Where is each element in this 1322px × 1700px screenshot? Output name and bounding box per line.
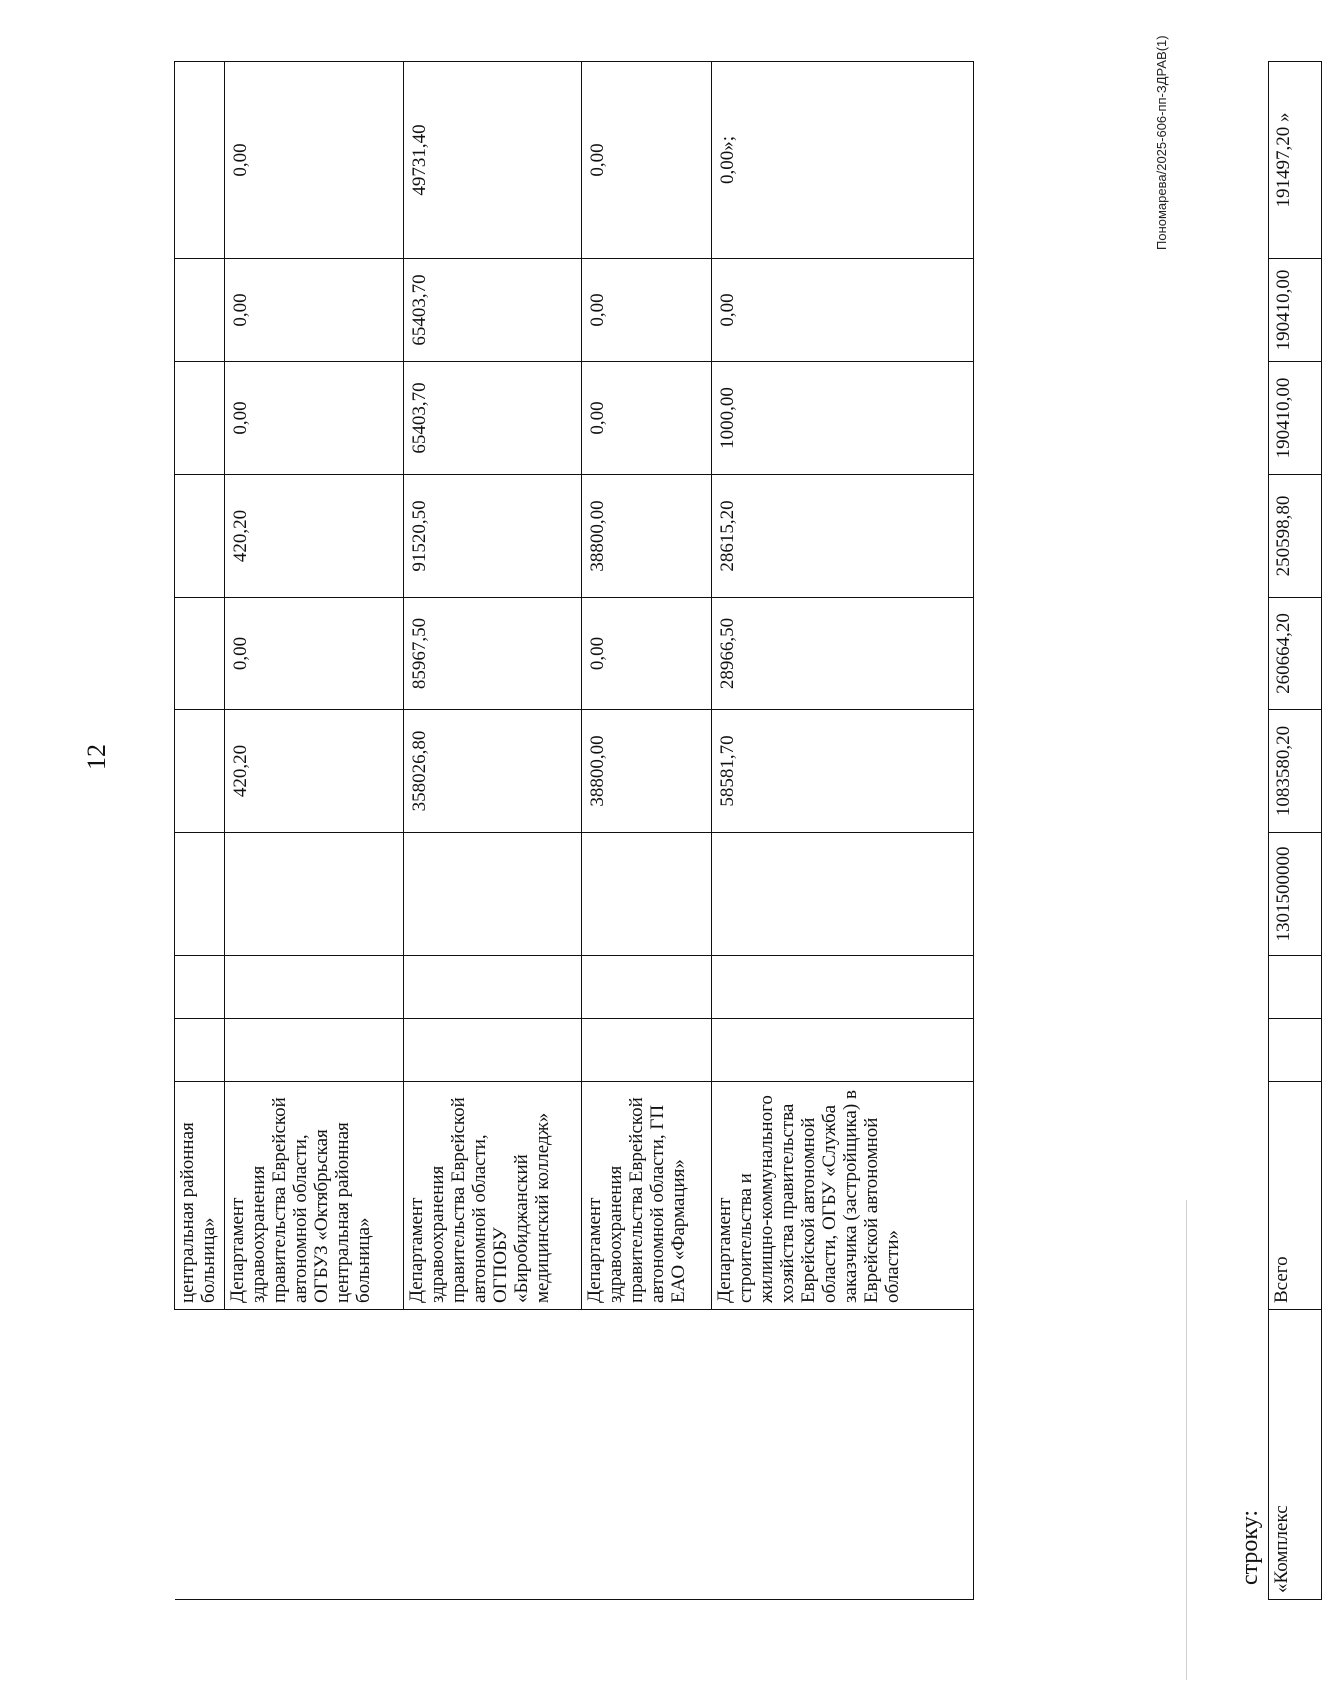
table-cell (175, 956, 225, 1019)
table-cell (582, 1019, 712, 1082)
table-cell: 65403,70 (404, 259, 582, 362)
table-cell: 0,00 (225, 259, 404, 362)
table-cell: 0,00 (225, 62, 404, 259)
table-cell (175, 1019, 225, 1082)
table-cell-name: Департамент здравоохранения правительства Еврейской автономной области, ГП ЕАО «Фармация» (582, 1082, 712, 1310)
table-cell (582, 833, 712, 956)
table-cell (225, 1019, 404, 1082)
table-cell: 0,00 (225, 362, 404, 475)
table-cell: 0,00 (582, 62, 712, 259)
total-cell: 190410,00 (1269, 259, 1322, 362)
total-cell (1269, 1019, 1322, 1082)
table-cell: 38800,00 (582, 475, 712, 598)
table-cell (175, 710, 225, 833)
table-cell (225, 833, 404, 956)
table-cell (404, 1019, 582, 1082)
table-cell: 85967,50 (404, 598, 582, 710)
table-cell (582, 956, 712, 1019)
table-cell: 0,00 (225, 598, 404, 710)
table-cell: 91520,50 (404, 475, 582, 598)
table-cell: 49731,40 (404, 62, 582, 259)
table-cell: 0,00 (582, 598, 712, 710)
table-cell-name: Департамент здравоохранения правительства Еврейской автономной области, ОГБУЗ «Октябрьская центральная районная больница» (225, 1082, 404, 1310)
table-cell (712, 1019, 974, 1082)
table-cell: 420,20 (225, 710, 404, 833)
total-row (1269, 62, 1322, 1600)
total-cell: 190410,00 (1269, 362, 1322, 475)
total-table (1268, 61, 1322, 1600)
table-cell: 0,00»; (712, 62, 974, 259)
budget-table (174, 61, 974, 1600)
total-cell: 260664,20 (1269, 598, 1322, 710)
total-cell: 1301500000 (1269, 833, 1322, 956)
page-number: 12 (82, 744, 111, 770)
table-cell (175, 598, 225, 710)
table-cell: 0,00 (712, 259, 974, 362)
table-cell: 58581,70 (712, 710, 974, 833)
table-cell (404, 956, 582, 1019)
total-cell-name: Всего (1269, 1082, 1322, 1310)
total-cell: 250598,80 (1269, 475, 1322, 598)
table-row (175, 62, 225, 1600)
table-cell (404, 833, 582, 956)
document-code: Пономарева/2025-606-пп-ЗДРАВ(1) (1154, 35, 1169, 250)
table-cell: 420,20 (225, 475, 404, 598)
table-cell-name: Департамент строительства и жилищно-коммунального хозяйства правительства Еврейской автономной области, ОГБУ «Служба заказчика (застройщика) в Еврейской автономной области» (712, 1082, 974, 1310)
table-cell (225, 956, 404, 1019)
total-cell: 1083580,20 (1269, 710, 1322, 833)
table-cell (175, 475, 225, 598)
table-cell (712, 956, 974, 1019)
table-cell (175, 62, 225, 259)
table-cell: 28966,50 (712, 598, 974, 710)
table-cell: 28615,20 (712, 475, 974, 598)
table-cell: 38800,00 (582, 710, 712, 833)
table-cell (712, 833, 974, 956)
table-cell (175, 259, 225, 362)
intro-text: строку: (1237, 1509, 1263, 1585)
table-cell-name: Департамент здравоохранения правительства Еврейской автономной области, ОГПОБУ «Биробиджанский медицинский колледж» (404, 1082, 582, 1310)
table-cell: 0,00 (582, 362, 712, 475)
scan-artifact-line (1186, 1200, 1187, 1680)
table-cell (175, 362, 225, 475)
table-cell (175, 833, 225, 956)
total-cell (1269, 956, 1322, 1019)
total-cell: 191497,20 » (1269, 62, 1322, 259)
total-cell-first: «Комплекс (1269, 1310, 1322, 1600)
table-cell: 65403,70 (404, 362, 582, 475)
merged-first-column-cell (175, 1310, 974, 1600)
table-cell-name: центральная районная больница» (175, 1082, 225, 1310)
table-cell: 1000,00 (712, 362, 974, 475)
table-cell: 0,00 (582, 259, 712, 362)
table-cell: 358026,80 (404, 710, 582, 833)
